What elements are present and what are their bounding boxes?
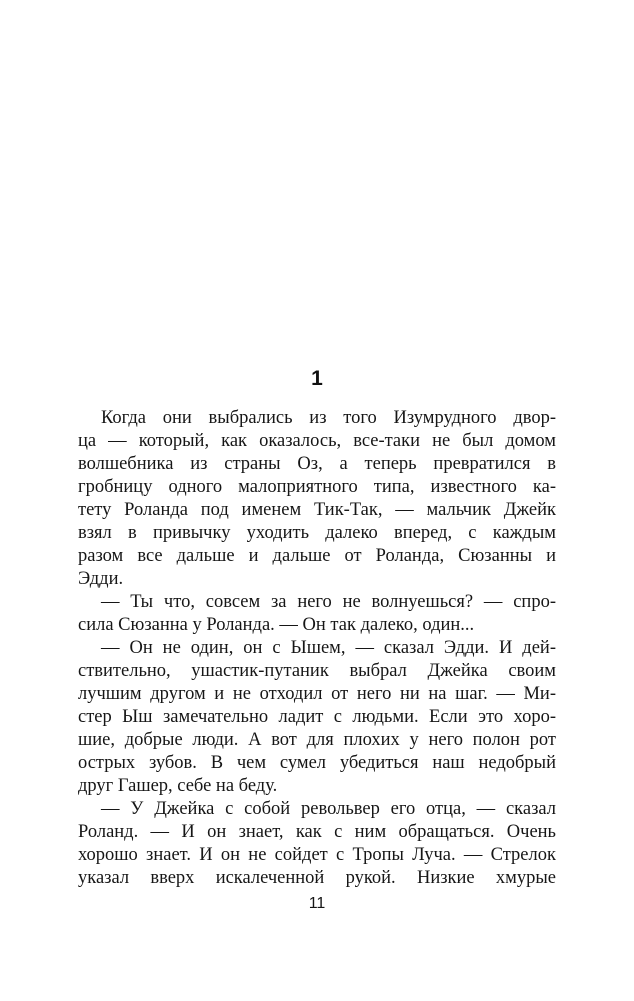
text-line: острых зубов. В чем сумел убедиться наш недобрый <box>78 753 556 773</box>
text-line: Роланд. — И он знает, как с ним обращаться. Очень <box>78 822 556 842</box>
text-line: ствительно, ушастик-путаник выбрал Джейка своим <box>78 661 556 681</box>
body-text <box>78 407 556 890</box>
text-line: сила Сюзанна у Роланда. — Он так далеко, один... <box>78 615 475 635</box>
text-line: взял в привычку уходить далеко вперед, с каждым <box>78 523 556 543</box>
text-line: волшебника из страны Оз, а теперь превратился в <box>78 454 556 474</box>
text-line: стер Ыш замечательно ладит с людьми. Если это хоро- <box>78 707 556 727</box>
text-line: — Ты что, совсем за него не волнуешься? — спро- <box>101 592 556 612</box>
text-line: — У Джейка с собой револьвер его отца, — сказал <box>101 799 556 819</box>
text-line: — Он не один, он с Ышем, — сказал Эдди. И дей- <box>101 638 556 658</box>
text-line: тету Роланда под именем Тик-Так, — мальчик Джейк <box>78 500 556 520</box>
text-line: хорошо знает. И он не сойдет с Тропы Луча. — Стрелок <box>78 845 556 865</box>
text-line: лучшим другом и не отходил от него ни на шаг. — Ми- <box>78 684 556 704</box>
text-line: Эдди. <box>78 569 124 589</box>
text-line: Когда они выбрались из того Изумрудного двор- <box>101 408 556 428</box>
text-line: друг Гашер, себе на беду. <box>78 776 278 796</box>
chapter-number: 1 <box>311 367 323 390</box>
text-line: шие, добрые люди. А вот для плохих у него полон рот <box>78 730 556 750</box>
page-number: 11 <box>308 895 326 912</box>
text-line: гробницу одного малоприятного типа, известного ка- <box>78 477 556 497</box>
text-line: ца — который, как оказалось, все-таки не был домом <box>78 431 556 451</box>
text-line: указал вверх искалеченной рукой. Низкие хмурые <box>78 868 556 888</box>
text-line: разом все дальше и дальше от Роланда, Сюзанны и <box>78 546 556 566</box>
